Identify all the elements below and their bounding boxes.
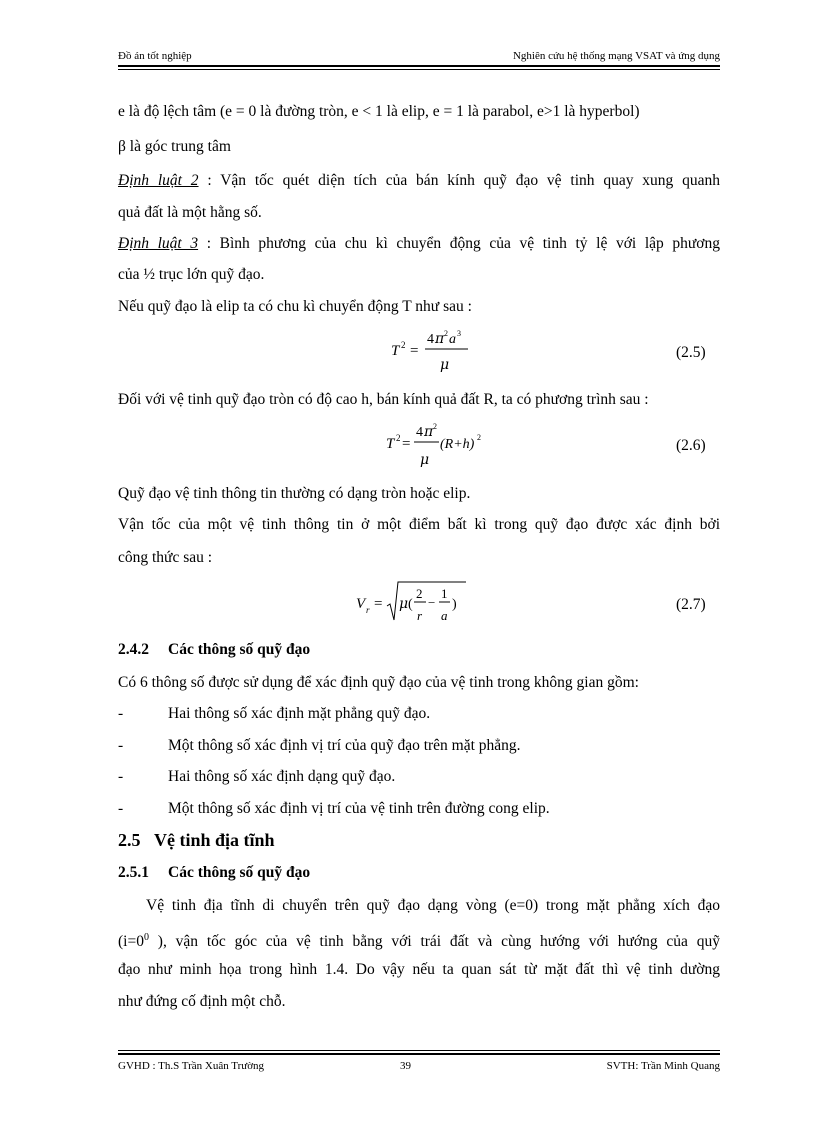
svg-text:=: =	[410, 343, 419, 359]
paragraph-beta: β là góc trung tâm	[118, 138, 231, 155]
equation-number-2-6: (2.6)	[676, 437, 706, 454]
paragraph-law3-line1	[118, 234, 720, 254]
paragraph-geo-line3: đạo như minh họa trong hình 1.4. Do vậy nếu ta quan sát từ mặt đất thì vệ tinh dường	[118, 961, 720, 978]
list-bullet: -	[118, 800, 124, 817]
paragraph-geo-line4: như đứng cố định một chỗ.	[118, 993, 286, 1010]
svg-text:2: 2	[416, 586, 423, 601]
header-right: Nghiên cứu hệ thống mạng VSAT và ứng dụng	[512, 50, 720, 62]
section-title: Các thông số quỹ đạo	[168, 641, 311, 658]
list-item: Hai thông số xác định mặt phẳng quỹ đạo.	[168, 705, 431, 722]
svg-text:μ: μ	[420, 452, 430, 468]
svg-text:a: a	[449, 332, 456, 347]
law3-text: : Bình phương của chu kì chuyển động của vệ tinh tỷ lệ với lập phương	[198, 235, 720, 252]
svg-text:2: 2	[444, 329, 448, 338]
paragraph-law2-line1	[118, 171, 720, 191]
geo-text-a: (i=0	[118, 933, 144, 951]
section-heading-2-4-2	[118, 640, 720, 660]
paragraph-eccentricity: e là độ lệch tâm (e = 0 là đường tròn, e < 1 là elip, e = 1 là parabol, e>1 là hyperbol)	[118, 103, 640, 120]
svg-text:r: r	[366, 605, 370, 615]
header-left: Đồ án tốt nghiệp	[118, 50, 192, 62]
svg-text:2: 2	[396, 433, 401, 443]
list-item: Hai thông số xác định dạng quỹ đạo.	[168, 768, 396, 785]
svg-text:r: r	[417, 608, 423, 623]
svg-text:): )	[452, 597, 457, 612]
list-item: Một thông số xác định vị trí của vệ tinh trên đường cong elip.	[168, 800, 550, 817]
equation-2-7-graphic	[354, 578, 474, 628]
svg-text:4: 4	[416, 425, 423, 440]
paragraph-geo-line2	[118, 928, 720, 952]
equation-2-5	[388, 325, 478, 375]
section-title: Các thông số quỹ đạo	[168, 864, 311, 881]
list-bullet: -	[118, 737, 124, 754]
svg-text:(: (	[408, 597, 413, 612]
paragraph-shape: Quỹ đạo vệ tinh thông tin thường có dạng tròn hoặc elip.	[118, 485, 471, 502]
svg-text:1: 1	[441, 586, 448, 601]
law2-label: Định luật 2	[118, 172, 199, 189]
svg-text:a: a	[441, 608, 448, 623]
paragraph-circle: Đối với vệ tinh quỹ đạo tròn có độ cao h, bán kính quả đất R, ta có phương trình sau :	[118, 391, 649, 408]
svg-text:π: π	[424, 424, 434, 440]
equation-2-7	[354, 578, 474, 628]
paragraph-elip: Nếu quỹ đạo là elip ta có chu kì chuyển động T như sau :	[118, 298, 472, 315]
list-bullet: -	[118, 768, 124, 785]
svg-text:2: 2	[477, 433, 481, 442]
svg-text:3: 3	[457, 329, 461, 338]
equation-number-2-5: (2.5)	[676, 344, 706, 361]
section-number: 2.5.1	[118, 864, 149, 881]
equation-2-6-graphic	[386, 418, 496, 470]
section-title: Vệ tinh địa tĩnh	[154, 830, 275, 850]
geo-text-b: ), vận tốc góc của vệ tinh bằng với trái đất và cùng hướng với hướng của quỹ	[148, 933, 720, 951]
law2-text: : Vận tốc quét diện tích của bán kính quỹ đạo vệ tinh quay xung quanh	[198, 172, 720, 189]
paragraph-velocity-line2: công thức sau :	[118, 549, 213, 566]
paragraph-law2-line2: quả đất là một hằng số.	[118, 204, 262, 221]
footer-rule-thin	[118, 1050, 720, 1051]
svg-text:μ: μ	[399, 596, 409, 612]
footer-left: GVHD : Th.S Trần Xuân Trường	[118, 1060, 265, 1072]
paragraph-geo-line1: Vệ tinh địa tĩnh di chuyển trên quỹ đạo dạng vòng (e=0) trong mặt phẳng xích đạo	[146, 897, 720, 914]
svg-text:(R+h): (R+h)	[440, 437, 475, 452]
svg-text:T: T	[386, 436, 395, 452]
section-number: 2.4.2	[118, 641, 149, 658]
paragraph-six-params: Có 6 thông số được sử dụng để xác định quỹ đạo của vệ tinh trong không gian gồm:	[118, 674, 639, 691]
equation-2-6	[386, 418, 496, 470]
equation-2-5-graphic	[388, 325, 478, 375]
header-rule	[118, 65, 720, 67]
section-heading-2-5	[118, 830, 720, 850]
superscript-degree: 0	[143, 932, 149, 943]
section-number: 2.5	[118, 830, 141, 850]
page-number: 39	[400, 1060, 411, 1072]
svg-text:μ: μ	[440, 357, 450, 373]
footer-right: SVTH: Trần Minh Quang	[606, 1060, 720, 1072]
list-item: Một thông số xác định vị trí của quỹ đạo trên mặt phẳng.	[168, 737, 521, 754]
section-heading-2-5-1	[118, 863, 720, 883]
law3-label: Định luật 3	[118, 235, 199, 252]
svg-text:=: =	[374, 596, 383, 612]
list-bullet: -	[118, 705, 124, 722]
footer-rule	[118, 1053, 720, 1055]
svg-text:4: 4	[427, 332, 434, 347]
svg-text:2: 2	[401, 340, 406, 350]
header-rule-thin	[118, 69, 720, 70]
svg-text:π: π	[435, 331, 445, 347]
svg-text:2: 2	[433, 422, 437, 431]
paragraph-law3-line2: của ½ trục lớn quỹ đạo.	[118, 266, 265, 283]
svg-text:V: V	[356, 596, 366, 612]
svg-text:=: =	[402, 436, 411, 452]
paragraph-velocity-line1: Vận tốc của một vệ tinh thông tin ở một điểm bất kì trong quỹ đạo được xác định bởi	[118, 516, 720, 533]
equation-number-2-7: (2.7)	[676, 596, 706, 613]
svg-text:−: −	[428, 595, 436, 610]
svg-text:T: T	[391, 343, 400, 359]
